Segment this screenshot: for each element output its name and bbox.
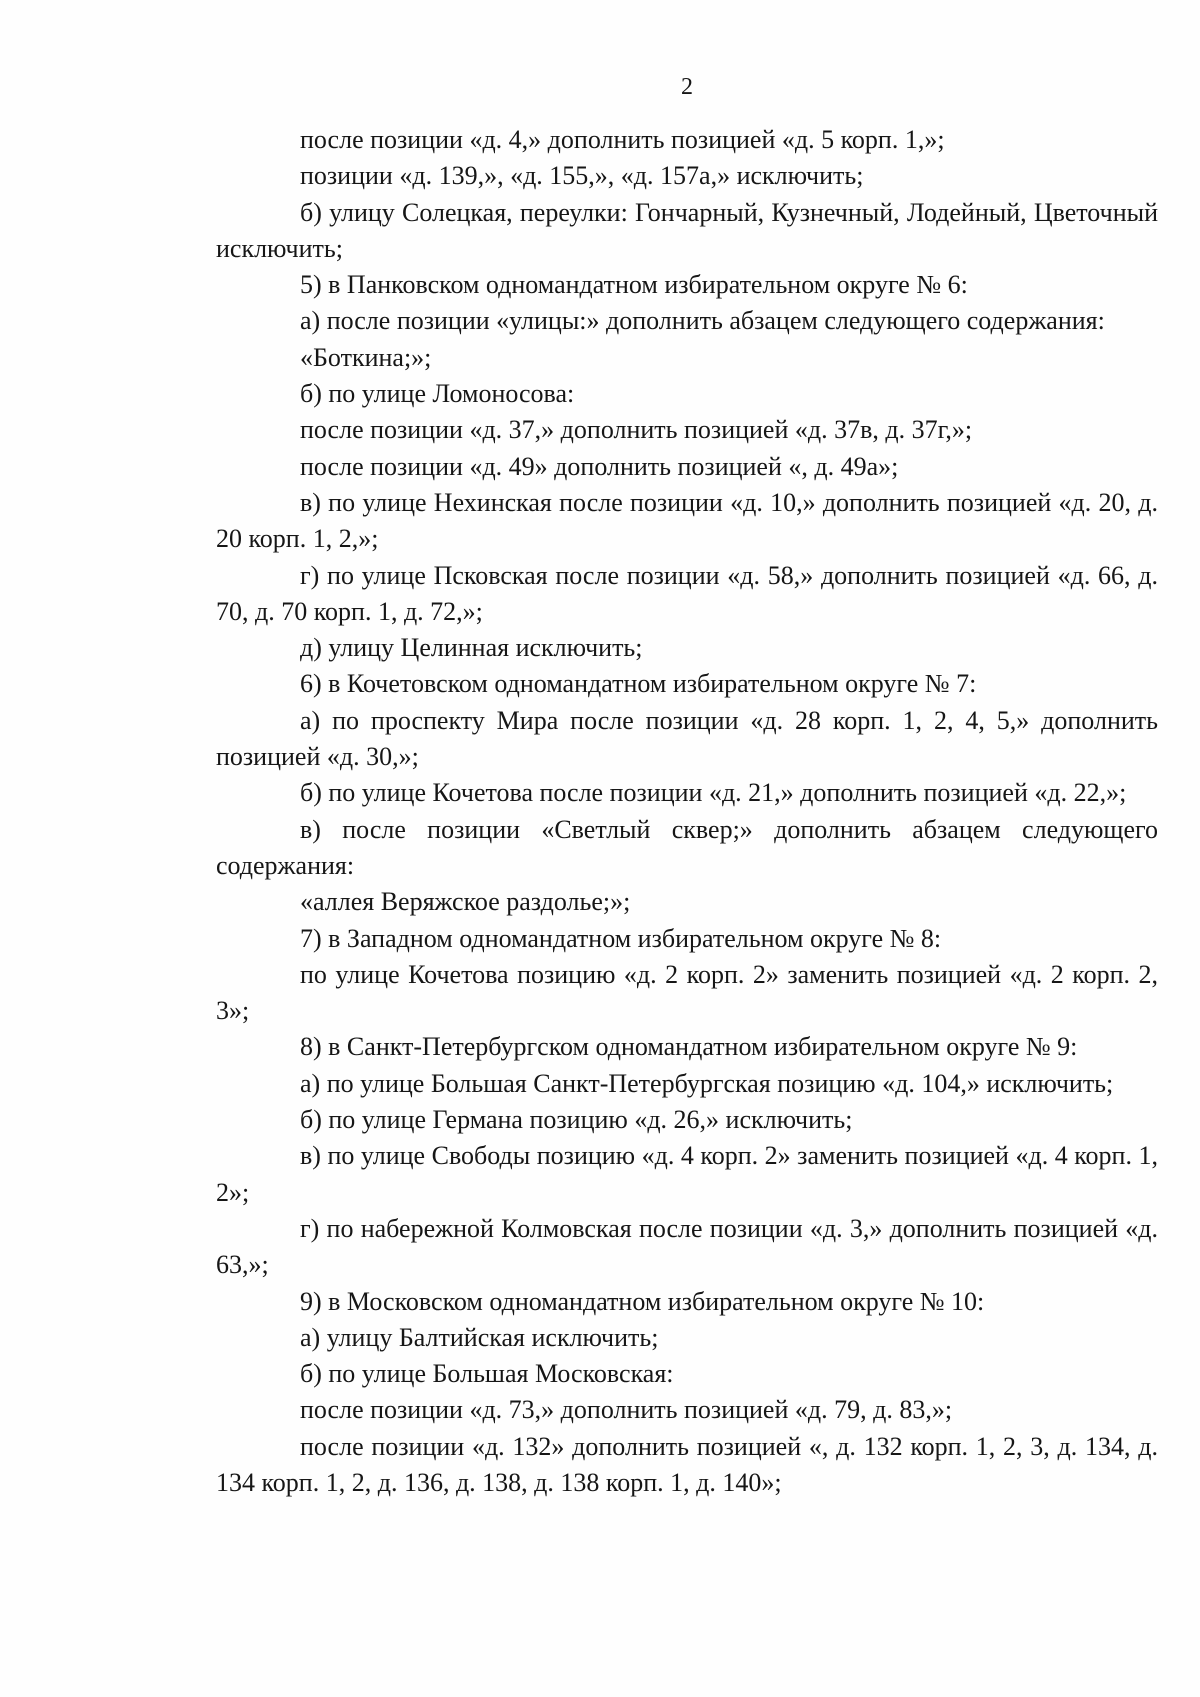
paragraph: а) по улице Большая Санкт-Петербургская позицию «д. 104,» исключить;: [300, 1068, 1114, 1098]
paragraph: а) после позиции «улицы:» дополнить абзацем следующего содержания:: [300, 306, 1105, 336]
paragraph: в) после позиции «Светлый сквер;» дополнить абзацем следующего содержания:: [216, 814, 1158, 880]
paragraph: после позиции «д. 4,» дополнить позицией «д. 5 корп. 1,»;: [300, 125, 945, 154]
paragraph: по улице Кочетова позицию «д. 2 корп. 2» заменить позицией «д. 2 корп. 2, 3»;: [216, 959, 1158, 1026]
paragraph: г) по улице Псковская после позиции «д. 58,» дополнить позицией «д. 66, д. 70, д. 70 корп. 1, д. 72,»;: [216, 560, 1158, 626]
paragraph: после позиции «д. 49» дополнить позицией «, д. 49а»;: [300, 451, 899, 481]
paragraph: 9) в Московском одномандатном избирательном округе № 10:: [300, 1286, 985, 1316]
paragraph: «аллея Веряжское раздолье;»;: [300, 887, 631, 917]
paragraph: в) по улице Свободы позицию «д. 4 корп. 2» заменить позицией «д. 4 корп. 1, 2»;: [216, 1141, 1158, 1207]
paragraph: после позиции «д. 73,» дополнить позицией «д. 79, д. 83,»;: [300, 1395, 953, 1425]
paragraph: б) по улице Кочетова после позиции «д. 21,» дополнить позицией «д. 22,»;: [300, 778, 1127, 808]
paragraph: а) улицу Балтийская исключить;: [300, 1322, 659, 1352]
page-number: 2: [681, 74, 693, 100]
paragraph: 6) в Кочетовском одномандатном избирательном округе № 7:: [300, 669, 977, 699]
paragraph: 5) в Панковском одномандатном избирательном округе № 6:: [300, 270, 968, 300]
paragraph: г) по набережной Колмовская после позиции «д. 3,» дополнить позицией «д. 63,»;: [216, 1213, 1158, 1280]
paragraph: б) улицу Солецкая, переулки: Гончарный, Кузнечный, Лодейный, Цветочный исключить;: [216, 197, 1158, 263]
paragraph: после позиции «д. 37,» дополнить позицией «д. 37в, д. 37г,»;: [300, 415, 973, 445]
paragraph: б) по улице Германа позицию «д. 26,» исключить;: [300, 1105, 853, 1135]
paragraph: д) улицу Целинная исключить;: [300, 633, 643, 663]
paragraph: 8) в Санкт-Петербургском одномандатном избирательном округе № 9:: [300, 1032, 1078, 1062]
paragraph: после позиции «д. 132» дополнить позицией «, д. 132 корп. 1, 2, 3, д. 134, д. 134 корп. 1, 2, д. 136, д. 138, д. 138 корп. 1, д. 140»;: [216, 1431, 1158, 1497]
paragraph: б) по улице Большая Московская:: [300, 1359, 674, 1389]
paragraph: в) по улице Нехинская после позиции «д. 10,» дополнить позицией «д. 20, д. 20 корп. 1, 2,»;: [216, 487, 1158, 554]
paragraph: позиции «д. 139,», «д. 155,», «д. 157а,» исключить;: [300, 161, 864, 191]
paragraph: б) по улице Ломоносова:: [300, 379, 575, 409]
paragraph: а) по проспекту Мира после позиции «д. 28 корп. 1, 2, 4, 5,» дополнить позицией «д. 30,»;: [216, 705, 1158, 772]
paragraph: «Боткина;»;: [300, 342, 432, 372]
paragraph: 7) в Западном одномандатном избирательном округе № 8:: [300, 923, 942, 953]
document-body: [216, 122, 1158, 1501]
